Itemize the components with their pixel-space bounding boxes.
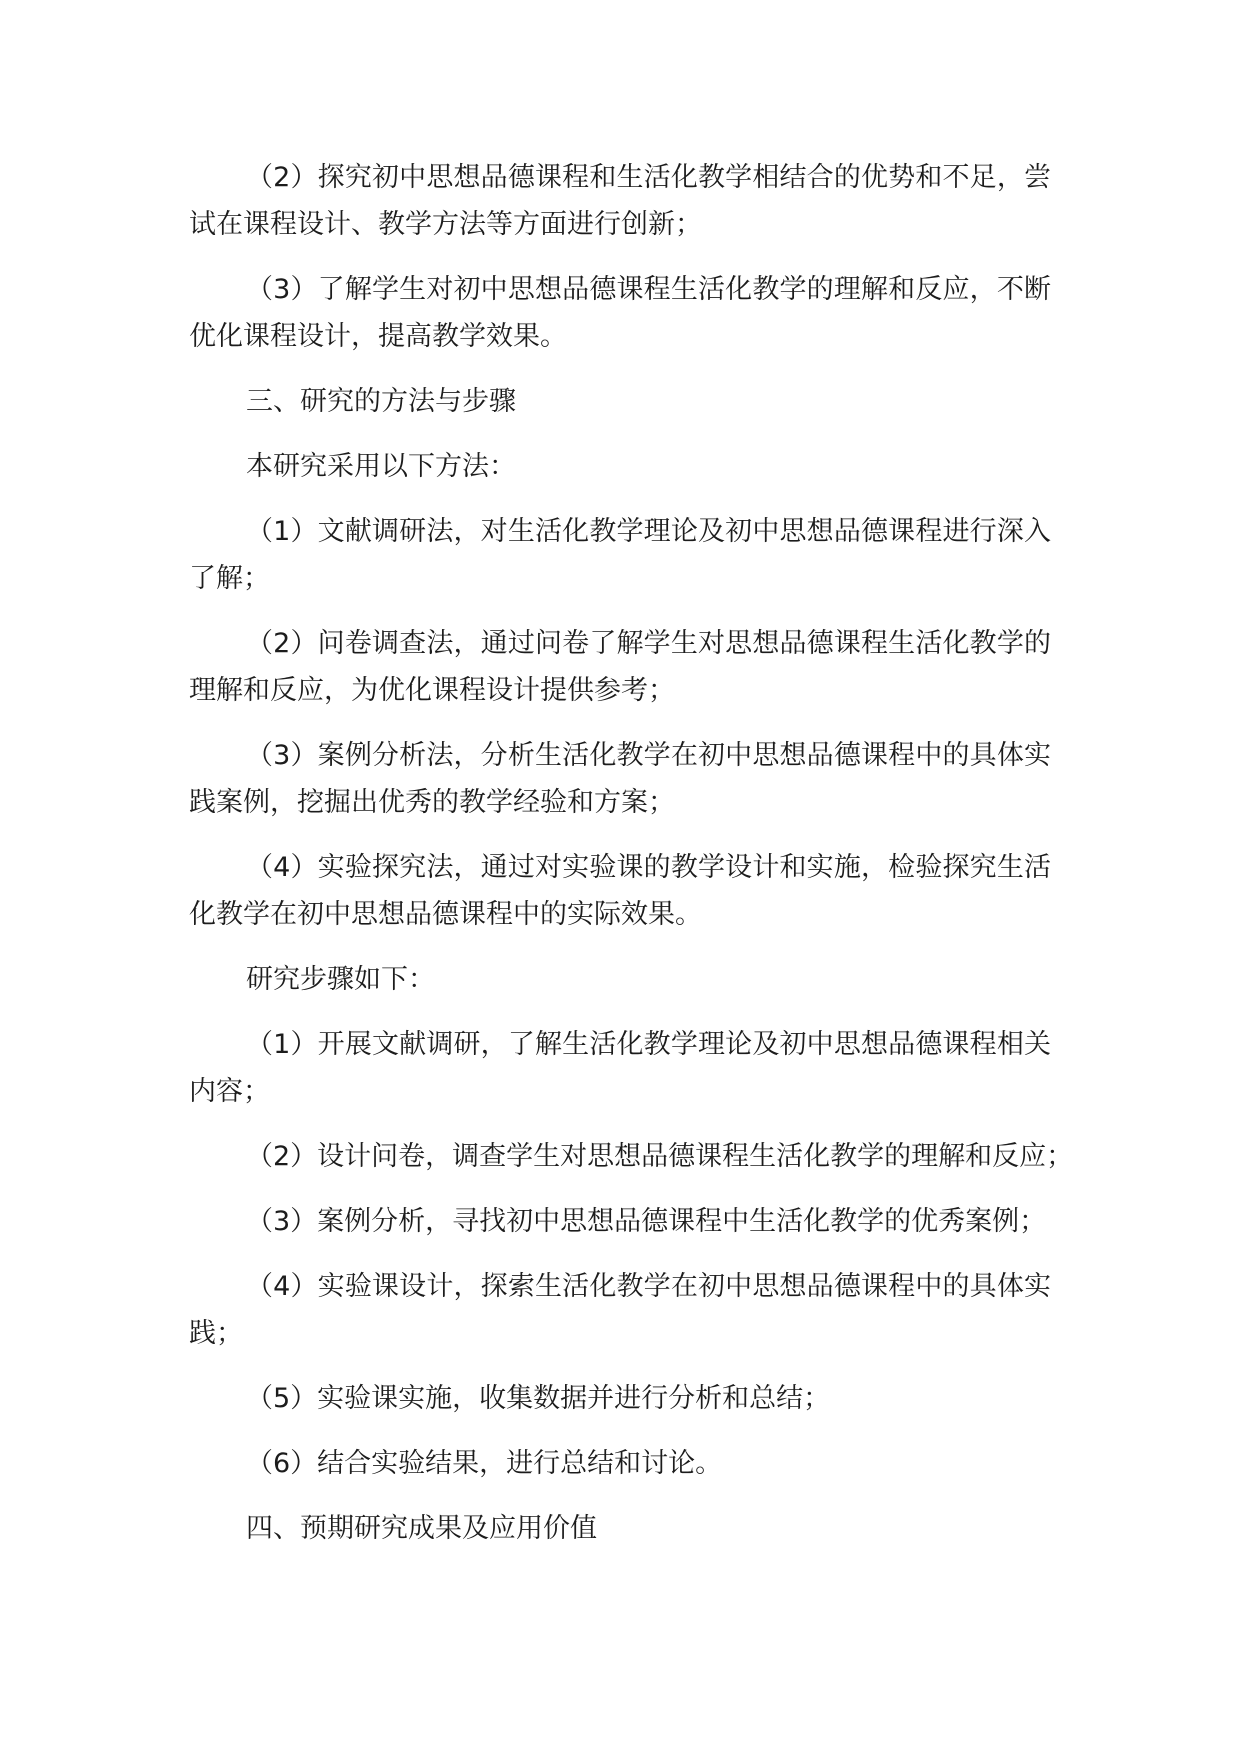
list-item	[189, 1440, 1051, 1487]
paragraph-line: 化教学在初中思想品德课程中的实际效果。	[189, 899, 702, 930]
section-heading	[189, 1505, 1051, 1552]
paragraph-line: （1）文献调研法，对生活化教学理论及初中思想品德课程进行深入	[246, 516, 1051, 547]
section-heading	[189, 378, 1051, 425]
paragraph-line: 理解和反应，为优化课程设计提供参考；	[189, 675, 675, 706]
list-item	[189, 732, 1051, 826]
paragraph	[189, 956, 1051, 1003]
paragraph-line: （3）了解学生对初中思想品德课程生活化教学的理解和反应，不断	[246, 274, 1051, 305]
section-heading-text: 三、研究的方法与步骤	[246, 386, 516, 417]
paragraph-line: 内容；	[189, 1076, 270, 1107]
list-item	[189, 1133, 1074, 1180]
paragraph-line: 优化课程设计，提高教学效果。	[189, 321, 567, 352]
paragraph-line: （2）问卷调查法，通过问卷了解学生对思想品德课程生活化教学的	[246, 628, 1051, 659]
list-item	[189, 620, 1051, 714]
list-item	[189, 1375, 1051, 1422]
list-item	[189, 508, 1051, 602]
paragraph-line: （2）探究初中思想品德课程和生活化教学相结合的优势和不足，尝	[246, 162, 1051, 193]
paragraph-line: （6）结合实验结果，进行总结和讨论。	[246, 1448, 723, 1479]
list-item	[189, 844, 1051, 938]
section-heading-text: 四、预期研究成果及应用价值	[246, 1513, 597, 1544]
paragraph-line: （2）设计问卷，调查学生对思想品德课程生活化教学的理解和反应；	[246, 1141, 1074, 1172]
list-item	[189, 1198, 1051, 1245]
paragraph	[189, 443, 1051, 490]
paragraph-line: （3）案例分析法，分析生活化教学在初中思想品德课程中的具体实	[246, 740, 1051, 771]
paragraph-line: （1）开展文献调研，了解生活化教学理论及初中思想品德课程相关	[246, 1029, 1051, 1060]
list-item	[189, 154, 1051, 248]
paragraph-line: 践案例，挖掘出优秀的教学经验和方案；	[189, 787, 675, 818]
paragraph-line: （4）实验课设计，探索生活化教学在初中思想品德课程中的具体实	[246, 1271, 1051, 1302]
document-body	[189, 154, 1074, 1570]
paragraph-line: 试在课程设计、教学方法等方面进行创新；	[189, 209, 702, 240]
paragraph-line: （3）案例分析，寻找初中思想品德课程中生活化教学的优秀案例；	[246, 1206, 1047, 1237]
list-item	[189, 266, 1051, 360]
list-item	[189, 1263, 1051, 1357]
list-item	[189, 1021, 1051, 1115]
paragraph-line: 了解；	[189, 563, 270, 594]
paragraph-line: 研究步骤如下：	[246, 964, 435, 995]
paragraph-line: 本研究采用以下方法：	[246, 451, 516, 482]
paragraph-line: （4）实验探究法，通过对实验课的教学设计和实施，检验探究生活	[246, 852, 1051, 883]
paragraph-line: 践；	[189, 1318, 243, 1349]
paragraph-line: （5）实验课实施，收集数据并进行分析和总结；	[246, 1383, 831, 1414]
